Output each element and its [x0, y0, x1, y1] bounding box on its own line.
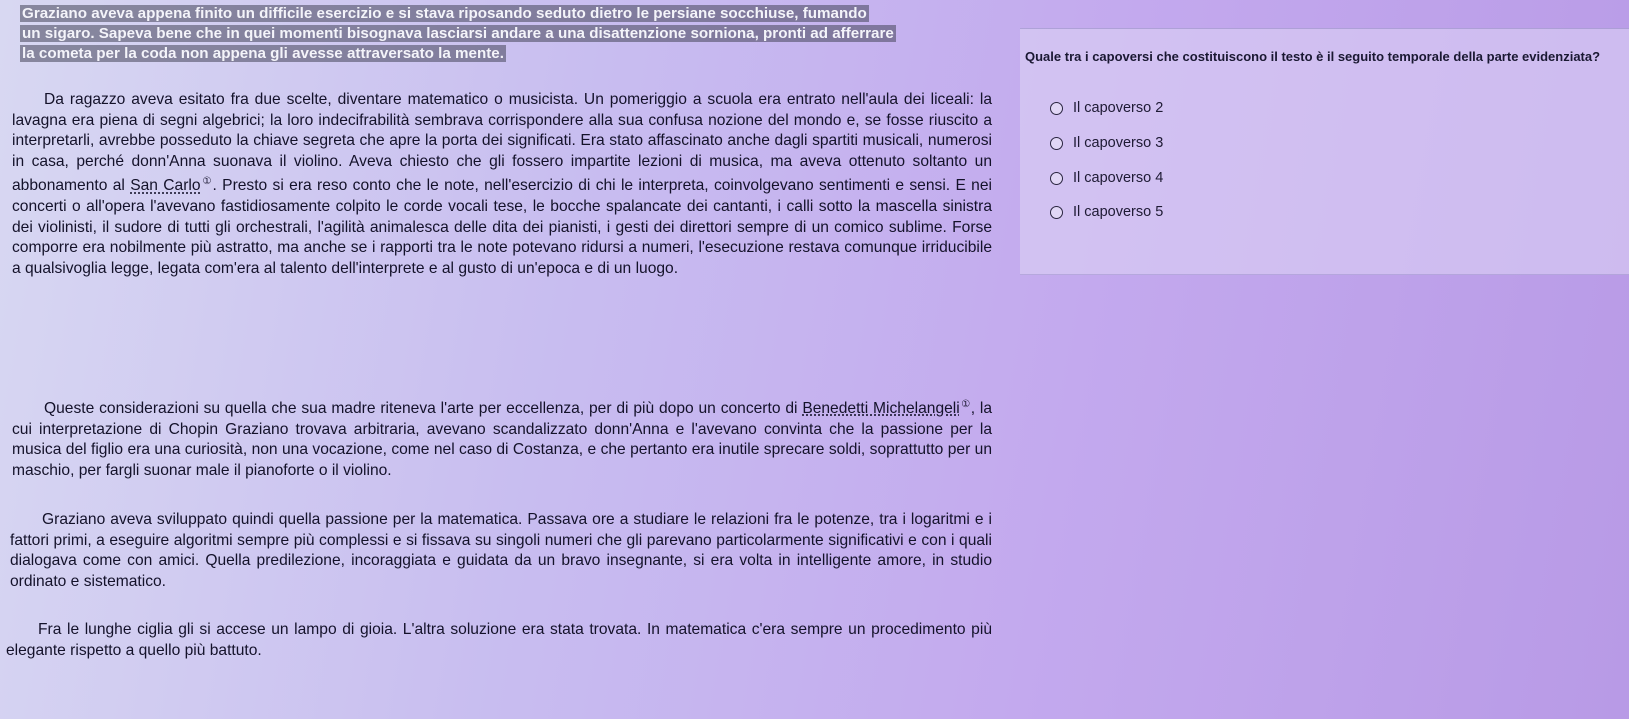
footnote-marker-icon[interactable]: ① [960, 399, 971, 410]
option-capoverso-4[interactable] [1050, 167, 1163, 189]
question-text: Quale tra i capoversi che costituiscono il testo è il seguito temporale della parte evidenziata? [1025, 49, 1601, 64]
highlighted-paragraph [20, 4, 995, 64]
footnote-link-benedetti-michelangeli[interactable]: Benedetti Michelangeli [802, 400, 960, 418]
option-capoverso-3[interactable] [1050, 132, 1163, 154]
highlight-line-3: la cometa per la coda non appena gli avesse attraversato la mente. [22, 45, 504, 62]
question-panel [1020, 28, 1629, 275]
paragraph-3-text-b: , la cui interpretazione di Chopin Graziano trovava arbitraria, avevano scandalizzato donn'Anna e l'avevano convinta che la passione per la musica del figlio era una curiosità, non una vocazione, come nel caso di Costanza, e che pertanto era inutile sprecare soldi, soprattutto per un maschio, per fargli suonar male il pianoforte o il violino. [12, 400, 992, 479]
highlight-line-1: Graziano aveva appena finito un difficile esercizio e si stava riposando seduto dietro le persiane socchiuse, fumando [22, 5, 867, 22]
option-capoverso-2[interactable] [1050, 97, 1163, 119]
radio-icon[interactable] [1050, 172, 1063, 185]
option-label: Il capoverso 2 [1073, 100, 1164, 116]
option-label: Il capoverso 3 [1073, 135, 1164, 151]
paragraph-2-text-a: Da ragazzo aveva esitato fra due scelte, diventare matematico o musicista. Un pomeriggio a scuola era entrato nell'aula dei liceali: la lavagna era piena di segni algebrici; la loro indecifrabilità sembrava corrispondere alla sua confusa nozione del mondo e, se fosse riuscito a interpretarli, avrebbe posseduto la chiave segreta che apre la porta dei significati. Era stato affascinato anche dagli spartiti musicali, numerosi in casa, perché donn'Anna suonava il violino. Aveva chiesto che gli fossero impartite lezioni di musica, ma aveva ottenuto soltanto un abbonamento al [12, 91, 992, 195]
footnote-marker-icon[interactable]: ① [201, 176, 213, 188]
highlight-line-2: un sigaro. Sapeva bene che in quei momenti bisognava lasciarsi andare a una disattenzione sorniona, pronti ad afferrare [22, 25, 894, 42]
footnote-link-san-carlo[interactable]: San Carlo [130, 177, 201, 195]
paragraph-2 [12, 90, 992, 280]
option-capoverso-5[interactable] [1050, 201, 1163, 223]
option-label: Il capoverso 4 [1073, 170, 1164, 186]
paragraph-3-text-a: Queste considerazioni su quella che sua madre riteneva l'arte per eccellenza, per di più dopo un concerto di [44, 400, 798, 418]
radio-icon[interactable] [1050, 137, 1063, 150]
option-label: Il capoverso 5 [1073, 204, 1164, 220]
paragraph-5: Fra le lunghe ciglia gli si accese un lampo di gioia. L'altra soluzione era stata trovata. In matematica c'era sempre un procedimento più elegante rispetto a quello più battuto. [6, 621, 992, 659]
paragraph-3 [12, 395, 992, 482]
radio-icon[interactable] [1050, 206, 1063, 219]
paragraph-2-text-b: . Presto si era reso conto che le note, nell'esercizio di chi le interpreta, coinvolgevano sentimenti e sensi. E nei concerti o all'opera l'avevano fastidiosamente colpito le corde vocali tese, le bocche spalancate dei cantanti, i calli sotto la mascella sinistra dei violinisti, il sudore di tutti gli orchestrali, l'agilità animalesca delle dita dei pianisti, i gesti dei direttori sempre di un comico sublime. Forse comporre era nobilmente più astratto, ma anche se i rapporti tra le note potevano ridursi a numeri, l'esecuzione restava comunque irriducibile a qualsivoglia legge, legata com'era al talento dell'interprete e al gusto di un'epoca e di un luogo. [12, 177, 992, 277]
paragraph-4: Graziano aveva sviluppato quindi quella passione per la matematica. Passava ore a studiare le relazioni fra le potenze, tra i logaritmi e i fattori primi, a eseguire algoritmi sempre più complessi e si fissava su singoli numeri che gli parevano particolarmente significativi e con i quali dialogava come con amici. Quella predilezione, incoraggiata e guidata da un bravo insegnante, si era volta in intelligente amore, in studio ordinato e sistematico. [10, 511, 992, 590]
radio-icon[interactable] [1050, 102, 1063, 115]
